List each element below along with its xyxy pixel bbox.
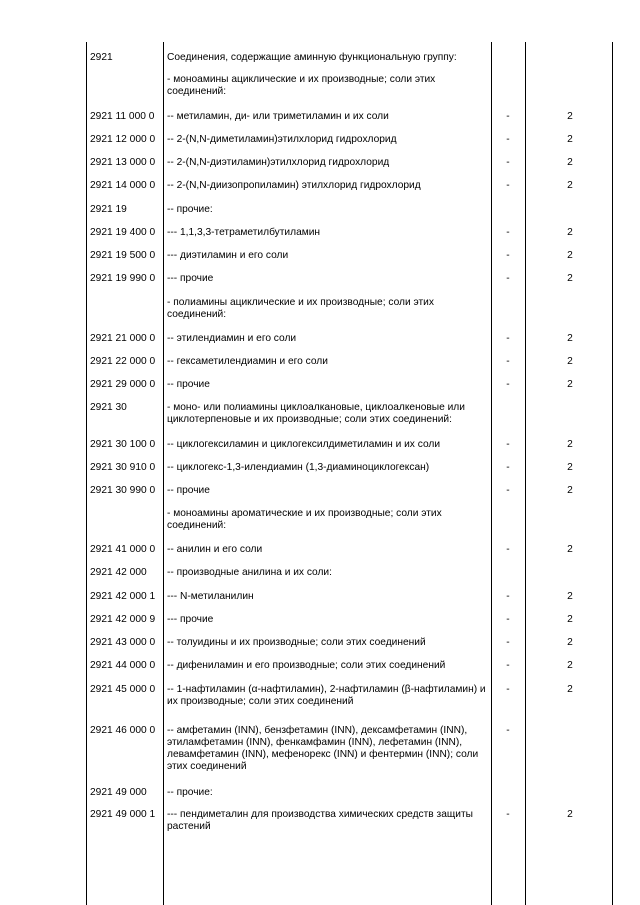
goods-description: -- толуидины и их производные; соли этих соединений (167, 637, 426, 648)
tariff-code: 2921 41 000 0 (90, 544, 156, 555)
duty-dash: - (506, 250, 510, 261)
goods-description: -- дифениламин и его производные; соли этих соединений (167, 660, 446, 671)
goods-description: --- N-метиланилин (167, 591, 254, 602)
tariff-code: 2921 42 000 9 (90, 614, 156, 625)
duty-rate: 2 (567, 180, 573, 191)
duty-rate: 2 (567, 273, 573, 284)
goods-description: -- этилендиамин и его соли (167, 333, 297, 344)
duty-rate: 2 (567, 379, 573, 390)
goods-description: - моноамины ароматические и их производные; соли этих соединений: (167, 508, 442, 531)
goods-description: --- прочие (167, 614, 214, 625)
duty-dash: - (506, 134, 510, 145)
tariff-code: 2921 42 000 1 (90, 591, 156, 602)
duty-dash: - (506, 544, 510, 555)
duty-dash: - (506, 333, 510, 344)
tariff-code: 2921 13 000 0 (90, 157, 156, 168)
tariff-code: 2921 30 100 0 (90, 439, 156, 450)
goods-description: --- 1,1,3,3-тетраметилбутиламин (167, 227, 321, 238)
tariff-table (86, 42, 613, 905)
tariff-code: 2921 19 500 0 (90, 250, 156, 261)
goods-description: -- прочие: (167, 204, 213, 215)
duty-dash: - (506, 157, 510, 168)
duty-rate: 2 (567, 637, 573, 648)
duty-rate: 2 (567, 614, 573, 625)
goods-description: -- прочие (167, 379, 210, 390)
duty-rate: 2 (567, 660, 573, 671)
tariff-code: 2921 44 000 0 (90, 660, 156, 671)
duty-rate: 2 (567, 227, 573, 238)
tariff-code: 2921 43 000 0 (90, 637, 156, 648)
tariff-code: 2921 14 000 0 (90, 180, 156, 191)
duty-dash: - (506, 439, 510, 450)
duty-dash: - (506, 227, 510, 238)
tariff-code: 2921 42 000 (90, 567, 147, 578)
duty-rate: 2 (567, 356, 573, 367)
duty-rate: 2 (567, 333, 573, 344)
goods-description: - полиамины ациклические и их производные; соли этих соединений: (167, 297, 434, 320)
goods-description: - моно- или полиамины циклоалкановые, циклоалкеновые или циклотерпеновые и их производные; соли этих соединений: (167, 402, 465, 425)
tariff-code: 2921 30 910 0 (90, 462, 156, 473)
duty-rate: 2 (567, 157, 573, 168)
goods-description: -- анилин и его соли (167, 544, 263, 555)
duty-dash: - (506, 379, 510, 390)
duty-dash: - (506, 809, 510, 820)
tariff-code: 2921 30 990 0 (90, 485, 156, 496)
tariff-code: 2921 49 000 1 (90, 809, 156, 820)
goods-description: --- диэтиламин и его соли (167, 250, 289, 261)
duty-dash: - (506, 111, 510, 122)
duty-dash: - (506, 591, 510, 602)
tariff-code: 2921 22 000 0 (90, 356, 156, 367)
tariff-code: 2921 30 (90, 402, 127, 413)
goods-description: --- прочие (167, 273, 214, 284)
duty-dash: - (506, 462, 510, 473)
duty-rate: 2 (567, 439, 573, 450)
tariff-code: 2921 11 000 0 (90, 111, 155, 122)
duty-rate: 2 (567, 544, 573, 555)
duty-dash: - (506, 485, 510, 496)
goods-description: Соединения, содержащие аминную функциональную группу: (167, 52, 457, 63)
duty-dash: - (506, 660, 510, 671)
goods-description: -- прочие: (167, 787, 213, 798)
duty-rate: 2 (567, 591, 573, 602)
duty-dash: - (506, 725, 510, 736)
tariff-code: 2921 46 000 0 (90, 725, 156, 736)
duty-rate: 2 (567, 684, 573, 695)
duty-dash: - (506, 273, 510, 284)
goods-description: -- прочие (167, 485, 210, 496)
tariff-code: 2921 19 990 0 (90, 273, 156, 284)
tariff-code: 2921 29 000 0 (90, 379, 156, 390)
tariff-code: 2921 49 000 (90, 787, 147, 798)
tariff-code: 2921 45 000 0 (90, 684, 156, 695)
duty-dash: - (506, 614, 510, 625)
goods-description: -- 1-нафтиламин (α-нафтиламин), 2-нафтиламин (β-нафтиламин) и их производные; соли этих соединений (167, 684, 486, 707)
goods-description: -- амфетамин (INN), бензфетамин (INN), дексамфетамин (INN), этиламфетамин (INN), фенкамфамин (INN), лефетамин (INN), левамфетамин (INN), мефенорекс (INN) и фентермин (INN); соли этих соединений (167, 725, 479, 772)
tariff-code: 2921 (90, 52, 113, 63)
goods-description: -- производные анилина и их соли: (167, 567, 332, 578)
duty-rate: 2 (567, 250, 573, 261)
duty-rate: 2 (567, 485, 573, 496)
duty-rate: 2 (567, 809, 573, 820)
goods-description: -- 2-(N,N-диэтиламин)этилхлорид гидрохлорид (167, 157, 390, 168)
goods-description: -- гексаметилендиамин и его соли (167, 356, 328, 367)
goods-description: -- циклогекс-1,3-илендиамин (1,3-диаминоциклогексан) (167, 462, 430, 473)
tariff-code: 2921 19 (90, 204, 127, 215)
duty-rate: 2 (567, 111, 573, 122)
tariff-code: 2921 12 000 0 (90, 134, 156, 145)
duty-rate: 2 (567, 462, 573, 473)
tariff-code: 2921 19 400 0 (90, 227, 156, 238)
goods-description: -- циклогексиламин и циклогексилдиметиламин и их соли (167, 439, 441, 450)
duty-dash: - (506, 356, 510, 367)
goods-description: - моноамины ациклические и их производные; соли этих соединений: (167, 74, 436, 97)
goods-description: -- 2-(N,N-диметиламин)этилхлорид гидрохлорид (167, 134, 397, 145)
duty-rate: 2 (567, 134, 573, 145)
goods-description: -- метиламин, ди- или триметиламин и их соли (167, 111, 389, 122)
duty-dash: - (506, 637, 510, 648)
tariff-code: 2921 21 000 0 (90, 333, 156, 344)
duty-dash: - (506, 180, 510, 191)
goods-description: -- 2-(N,N-диизопропиламин) этилхлорид гидрохлорид (167, 180, 421, 191)
duty-dash: - (506, 684, 510, 695)
goods-description: --- пендиметалин для производства химических средств защиты растений (167, 809, 473, 832)
